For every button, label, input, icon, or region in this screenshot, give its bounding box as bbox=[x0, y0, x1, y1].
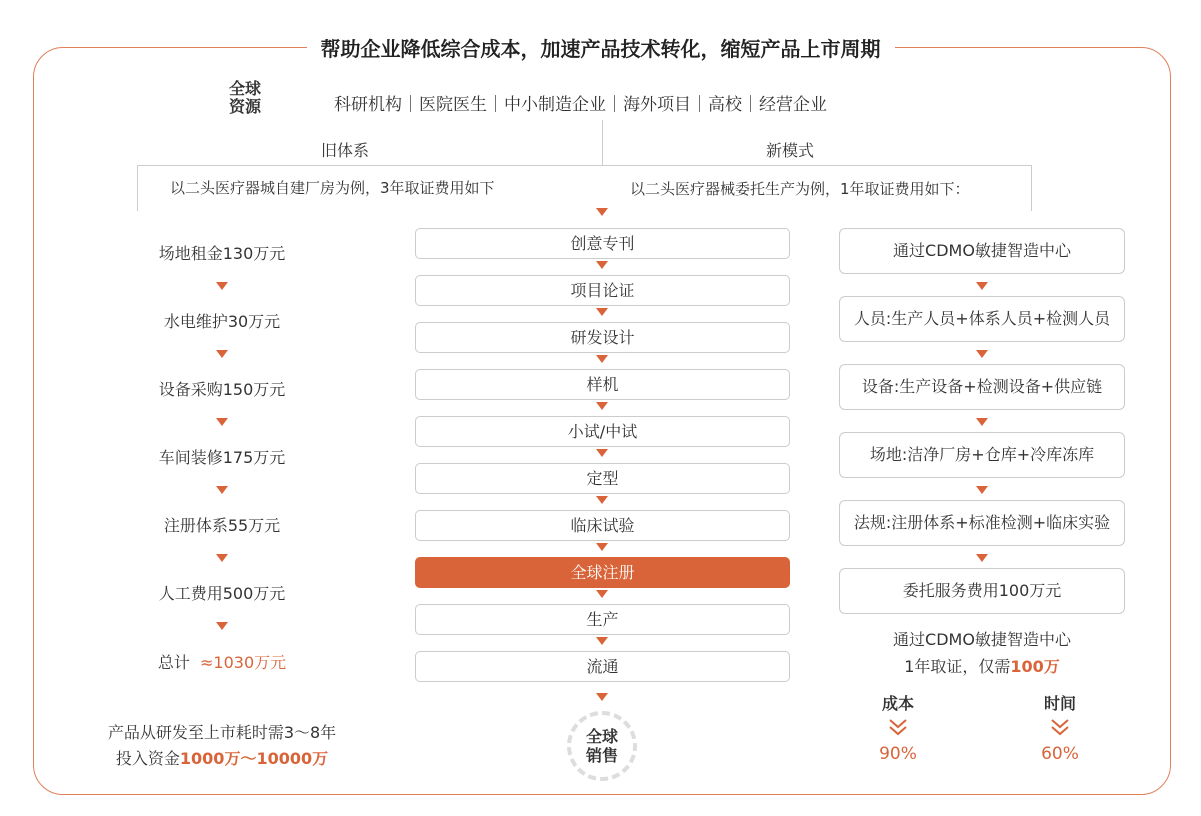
arrow-down-icon bbox=[976, 554, 988, 562]
old-cost-item: 注册体系55万元 bbox=[163, 516, 281, 535]
arrow-down-icon bbox=[216, 282, 228, 290]
arrow-down-icon bbox=[596, 402, 608, 410]
new-model-item: 设备:生产设备+检测设备+供应链 bbox=[839, 364, 1125, 410]
summary-value: 100万 bbox=[1010, 657, 1060, 676]
old-note-line2 bbox=[72, 746, 372, 769]
new-model-item: 委托服务费用100万元 bbox=[839, 568, 1125, 614]
note-value: 1000万～10000万 bbox=[179, 749, 329, 768]
arrow-down-icon bbox=[216, 622, 228, 630]
double-chevron-down-icon bbox=[888, 718, 908, 736]
new-model-item: 通过CDMO敏捷智造中心 bbox=[839, 228, 1125, 274]
arrow-down-icon bbox=[596, 308, 608, 316]
process-step: 流通 bbox=[415, 651, 790, 682]
arrow-down-icon bbox=[596, 543, 608, 551]
process-step: 创意专刊 bbox=[415, 228, 790, 259]
resources-list: 科研机构｜医院医生｜中小制造企业｜海外项目｜高校｜经营企业 bbox=[334, 95, 827, 115]
process-step: 小试/中试 bbox=[415, 416, 790, 447]
arrow-down-icon bbox=[976, 350, 988, 358]
arrow-down-icon bbox=[216, 486, 228, 494]
bracket-line bbox=[137, 165, 1032, 166]
total-value: ≈1030万元 bbox=[200, 653, 287, 672]
process-step: 临床试验 bbox=[415, 510, 790, 541]
title-text: 帮助企业降低综合成本，加速产品技术转化，缩短产品上市周期 bbox=[307, 37, 895, 61]
arrow-down-icon bbox=[596, 496, 608, 504]
end-line2: 销售 bbox=[585, 746, 618, 765]
old-total bbox=[122, 650, 322, 673]
new-summary-line2 bbox=[839, 654, 1125, 677]
process-step: 生产 bbox=[415, 604, 790, 635]
old-heading: 旧体系 bbox=[320, 141, 369, 160]
end-line1: 全球 bbox=[585, 727, 618, 746]
process-step: 定型 bbox=[415, 463, 790, 494]
old-cost-item: 车间装修175万元 bbox=[158, 448, 286, 467]
divider bbox=[602, 120, 603, 165]
new-model-item: 场地:洁净厂房+仓库+冷库冻库 bbox=[839, 432, 1125, 478]
arrow-down-icon bbox=[596, 637, 608, 645]
arrow-down-icon bbox=[596, 261, 608, 269]
arrow-down-icon bbox=[976, 486, 988, 494]
metric-value-time: 60% bbox=[1041, 744, 1079, 764]
process-step: 样机 bbox=[415, 369, 790, 400]
resources-label-line1: 全球 bbox=[229, 79, 262, 98]
arrow-down-icon bbox=[976, 418, 988, 426]
resources-label-line2: 资源 bbox=[229, 97, 262, 116]
global-sales-circle bbox=[567, 711, 637, 781]
arrow-down-icon bbox=[216, 418, 228, 426]
old-cost-item: 场地租金130万元 bbox=[158, 244, 286, 263]
bracket-right bbox=[1031, 165, 1032, 211]
arrow-down-icon bbox=[216, 554, 228, 562]
arrow-down-icon bbox=[596, 208, 608, 216]
arrow-down-icon bbox=[596, 693, 608, 701]
resources-label bbox=[229, 80, 261, 116]
old-cost-item: 设备采购150万元 bbox=[158, 380, 286, 399]
metric-label-cost: 成本 bbox=[881, 694, 914, 713]
old-cost-item: 人工费用500万元 bbox=[158, 584, 286, 603]
page-title bbox=[0, 33, 1201, 62]
old-note-line1: 产品从研发至上市耗时需3～8年 bbox=[107, 723, 337, 742]
arrow-down-icon bbox=[596, 355, 608, 363]
arrow-down-icon bbox=[596, 590, 608, 598]
double-chevron-down-icon bbox=[1050, 718, 1070, 736]
metric-label-time: 时间 bbox=[1043, 694, 1076, 713]
arrow-down-icon bbox=[596, 449, 608, 457]
note-prefix: 投入资金 bbox=[115, 749, 180, 768]
summary-prefix: 1年取证，仅需 bbox=[904, 657, 1011, 676]
arrow-down-icon bbox=[216, 350, 228, 358]
bracket-left bbox=[137, 165, 138, 211]
process-step: 研发设计 bbox=[415, 322, 790, 353]
old-cost-item: 水电维护30万元 bbox=[163, 312, 281, 331]
old-intro: 以二头医疗器城自建厂房为例，3年取证费用如下 bbox=[170, 179, 495, 197]
total-label: 总计 bbox=[157, 653, 190, 672]
new-intro: 以二头医疗器械委托生产为例，1年取证费用如下： bbox=[630, 180, 970, 198]
new-summary-line1: 通过CDMO敏捷智造中心 bbox=[893, 630, 1071, 649]
new-model-item: 法规:注册体系+标准检测+临床实验 bbox=[839, 500, 1125, 546]
process-step: 全球注册 bbox=[415, 557, 790, 588]
new-model-item: 人员:生产人员+体系人员+检测人员 bbox=[839, 296, 1125, 342]
metric-value-cost: 90% bbox=[879, 744, 917, 764]
new-heading: 新模式 bbox=[765, 141, 814, 160]
arrow-down-icon bbox=[976, 282, 988, 290]
process-step: 项目论证 bbox=[415, 275, 790, 306]
